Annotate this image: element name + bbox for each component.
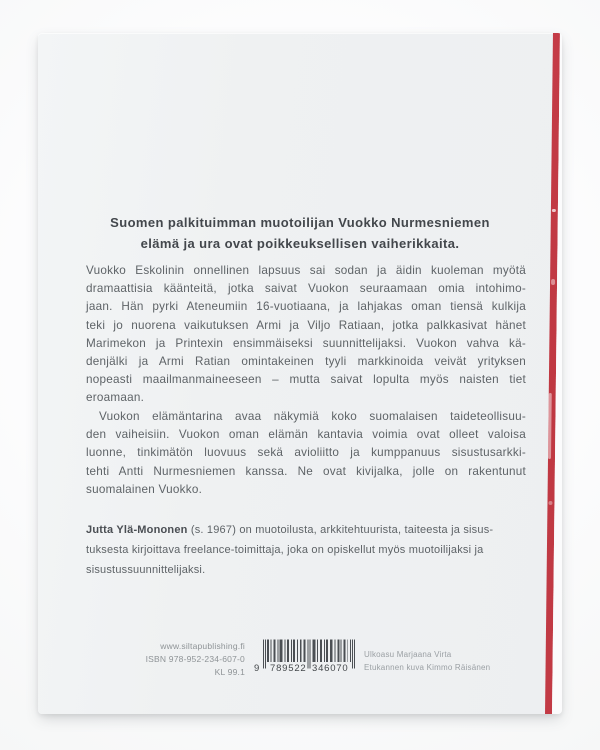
spine-art-glimpse: [551, 279, 555, 285]
text-line: Vuokko Eskolinin onnellinen lapsuus sai sodan ja äidin kuoleman myötä: [86, 264, 526, 277]
ean-barcode: [254, 639, 356, 675]
kl-classification: KL 99.1: [214, 667, 245, 677]
isbn-number: ISBN 978-952-234-607-0: [145, 654, 245, 664]
barcode-lead-digit: 9: [254, 663, 261, 674]
text-line: Vuokon elämäntarina avaa näkymiä koko suomalaisen taideteollisuu-: [99, 410, 526, 423]
headline-line: elämä ja ura ovat poikkeuksellisen vaiherikkaita.: [140, 236, 460, 251]
bio-line: sisustussuunnittelijaksi.: [86, 564, 206, 576]
paragraph-1: [86, 262, 526, 408]
spine-art-glimpse: [548, 393, 552, 459]
text-line: tehti Antti Nurmesniemen kanssa. Ne ovat kivijalka, jolle on rakentunut: [86, 464, 526, 478]
spine-art-glimpse: [552, 209, 556, 212]
bio-line: tuksesta kirjoittava freelance-toimittaja, joka on opiskellut myös muotoilijaksi ja: [86, 544, 484, 556]
text-line: luonne, tinkimätön luovuus sekä avioliitto ja kumppanuus sisustusarkki-: [86, 446, 526, 460]
text-line: dramaattisia käänteitä, jotka saivat Vuokon seuraamaan omia intohimo-: [86, 282, 526, 296]
bio-line: [86, 520, 538, 540]
text-line: nopeasti maailmanmaineeseen – mutta saivat lopulta myös naisten tiet: [86, 373, 526, 387]
author-name: Jutta Ylä-Mononen: [86, 524, 188, 536]
publisher-info: [78, 640, 245, 679]
credits: [364, 648, 554, 674]
text-line: teki jo nuorena vaikutuksen Armi ja Viljo Ratiaan, jotka palkkasivat hänet: [86, 318, 526, 332]
author-bio: [86, 520, 538, 580]
text-line: den vaiheisiin. Vuokon oman elämän kantavia voimia ovat olleet valoisa: [86, 428, 526, 442]
credit-cover-photo: Etukannen kuva Kimmo Räisänen: [364, 663, 491, 672]
text-line: Marimekon ja Printexin ensimmäiseksi suunnittelijaksi. Vuokon vahva kä-: [86, 336, 526, 350]
headline: [80, 212, 520, 254]
text-line: suomalainen Vuokko.: [86, 482, 203, 496]
publisher-website: www.siltapublishing.fi: [160, 641, 245, 651]
paragraph-2: [86, 408, 526, 499]
book-back-cover: [38, 33, 562, 714]
credit-design: Ulkoasu Marjaana Virta: [364, 650, 452, 659]
bio-text: (s. 1967) on muotoilusta, arkkitehtuurista, taiteesta ja sisus-: [187, 524, 494, 536]
spine-art-glimpse: [548, 501, 552, 505]
headline-line: Suomen palkituimman muotoilijan Vuokko Nurmesniemen: [110, 215, 490, 230]
barcode-left-digits: 789522: [270, 663, 307, 674]
text-line: jaan. Hän pyrki Ateneumiin 16-vuotiaana, ja lahjakas oman tiensä kulkija: [86, 300, 526, 314]
barcode-right-digits: 346070: [312, 663, 349, 674]
text-line: denjälki ja Armi Ratian omintakeinen tyyli markkinoida veivät yrityksen: [86, 354, 526, 368]
text-line: eroamaan.: [86, 391, 145, 405]
